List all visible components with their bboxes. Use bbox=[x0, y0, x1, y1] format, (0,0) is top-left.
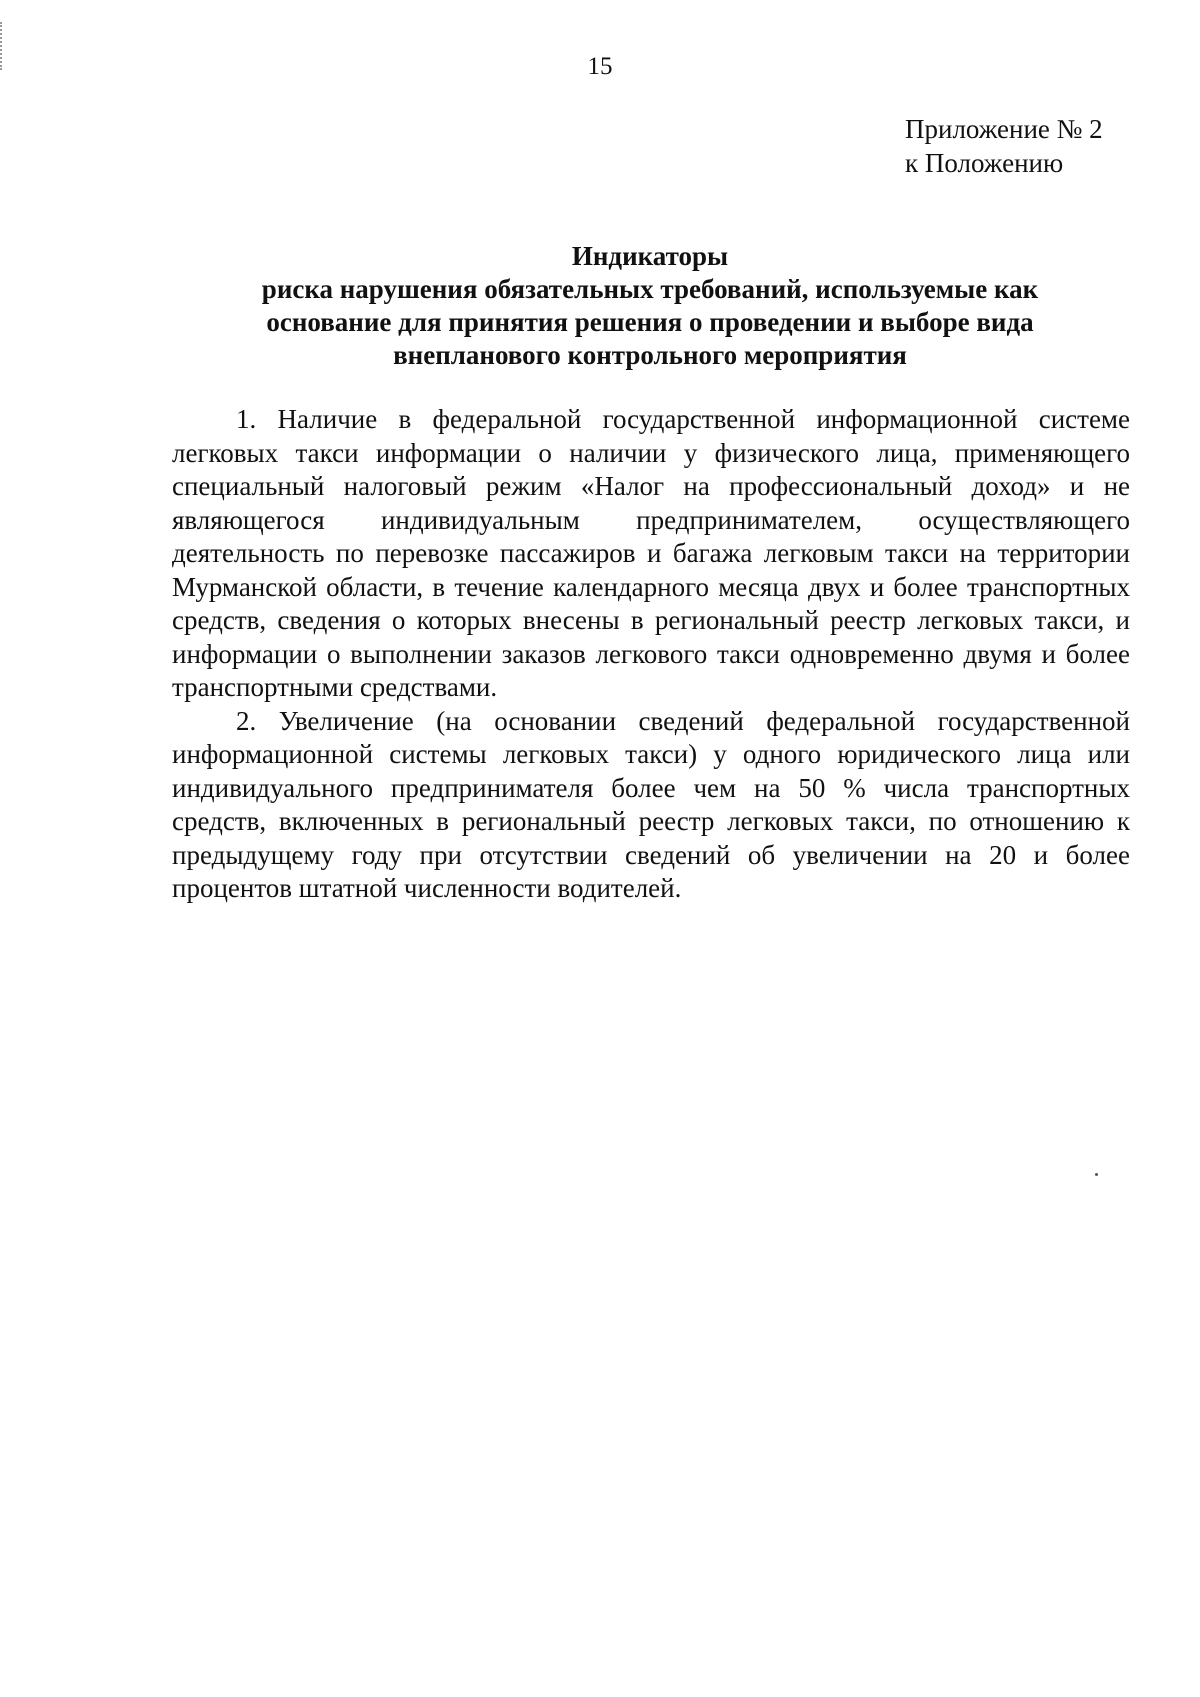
scan-artifact-dot bbox=[1095, 1173, 1098, 1176]
paragraph-1: 1. Наличие в федеральной государственной информационной системе легковых такси информации о наличии у физического лица, применяющего специальный налоговый режим «Налог на профессиональный доход» и не являющегося индивидуальным предпринимателем, осуществляющего деятельность по перевозке пассажиров и багажа легковым такси на территории Мурманской области, в течение календарного месяца двух и более транспортных средств, сведения о которых внесены в региональный реестр легковых такси, и информации о выполнении заказов легкового такси одновременно двумя и более транспортными средствами. bbox=[172, 404, 1130, 702]
appendix-line-2: к Положению bbox=[905, 148, 1064, 178]
document-title bbox=[170, 240, 1130, 372]
title-line-3: основание для принятия решения о проведении и выборе вида bbox=[266, 307, 1034, 337]
title-line-4: внепланового контрольного мероприятия bbox=[393, 340, 907, 370]
title-line-2: риска нарушения обязательных требований, используемые как bbox=[261, 274, 1039, 304]
page-number: 15 bbox=[587, 53, 613, 80]
title-line-1: Индикаторы bbox=[571, 241, 729, 271]
document-body bbox=[172, 403, 1130, 906]
appendix-reference bbox=[905, 112, 1103, 180]
paragraph-2: 2. Увеличение (на основании сведений федеральной государственной информационной системы легковых такси) у одного юридического лица или индивидуального предпринимателя более чем на 50 % числа транспортных средств, включенных в региональный реестр легковых такси, по отношению к предыдущему году при отсутствии сведений об увеличении на 20 и более процентов штатной численности водителей. bbox=[172, 705, 1130, 903]
appendix-line-1: Приложение № 2 bbox=[905, 114, 1103, 144]
